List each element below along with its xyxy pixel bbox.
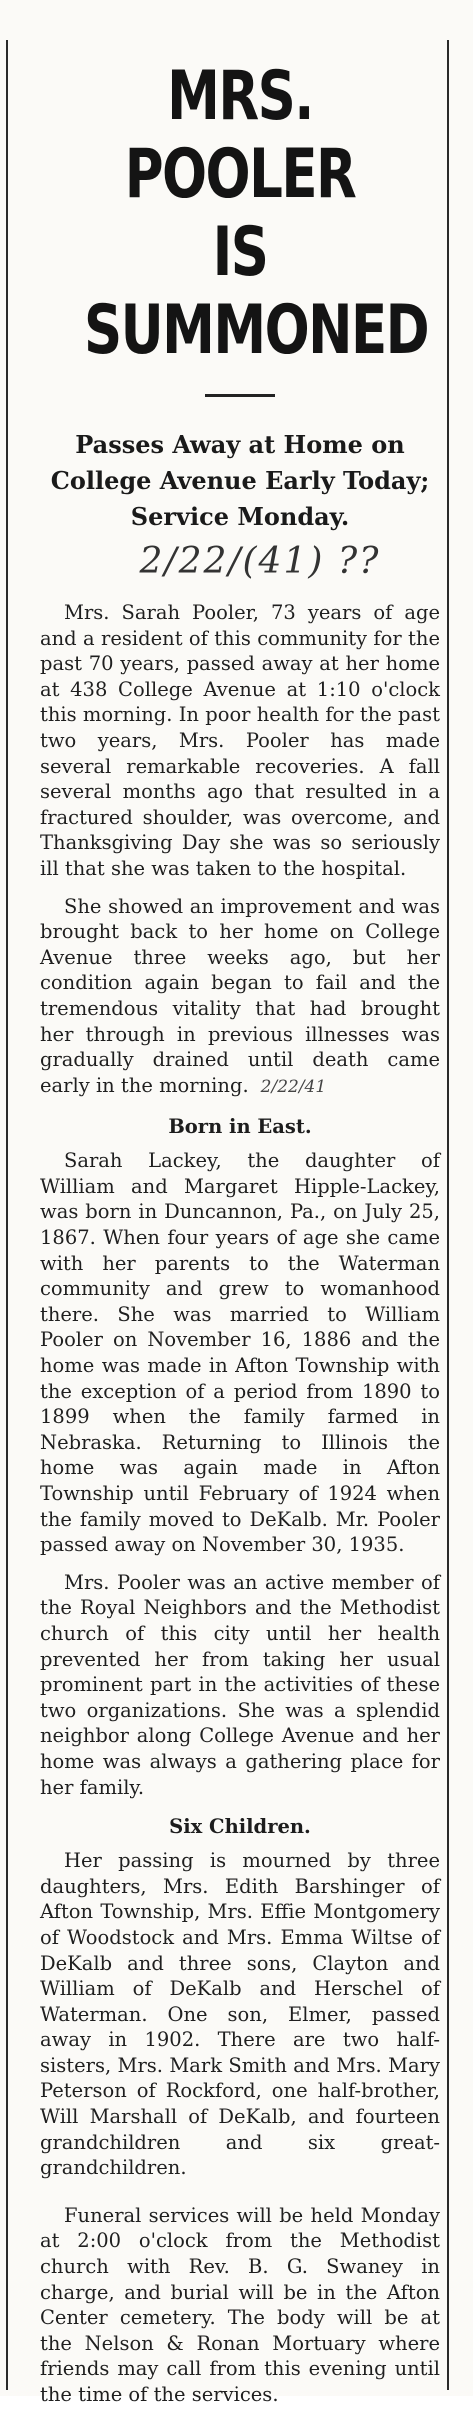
headline-divider (205, 394, 275, 397)
body-paragraph: Sarah Lackey, the daughter of William and Margaret Hipple-Lackey, was born in Duncannon, Pa., on July 25, 1867. When four years of age she came with her parents to the Waterman community and grew to womanhood there. She was married to William Pooler on November 16, 1886 and the home was made in Afton Township with the exception of a period from 1890 to 1899 when the family farmed in Nebraska. Returning to Illinois the home was again made in Afton Township until February of 1924 when the family moved to DeKalb. Mr. Pooler passed away on November 30, 1935. (40, 1149, 440, 1557)
headline (84, 57, 429, 370)
headline-line-2: IS SUMMONED (84, 213, 429, 370)
headline-line-1: MRS. POOLER (124, 57, 356, 214)
body-paragraph-text: She showed an improvement and was brought back to her home on College Avenue three weeks ago, but her condition again began to fail and the tremendous vitality that had brought her through in previous illnesses was gradually drained until death came early in the morning. (40, 894, 440, 1097)
handwritten-date-note: 2/22/(41) ?? (139, 541, 381, 582)
body-paragraph: Her passing is mourned by three daughters, Mrs. Edith Barshinger of Afton Township, Mrs. Effie Montgomery of Woodstock and Mrs. Emma Wiltse of DeKalb and three sons, Clayton and William of DeKalb and Herschel of Waterman. One son, Elmer, passed away in 1902. There are two half-sisters, Mrs. Mark Smith and Mrs. Mary Peterson of Rockford, one half-brother, Will Marshall of DeKalb, and fourteen grandchildren and six great-grandchildren. (40, 1849, 440, 2180)
deck-headline: Passes Away at Home on College Avenue Early Today; Service Monday. (50, 430, 430, 531)
body-paragraph: Funeral services will be held Monday at 2:00 o'clock from the Methodist church with Rev. B. G. Swaney in charge, and burial will be in the Afton Center cemetery. The body will be at the Nelson & Ronan Mortuary where friends may call from this evening until the time of the services. (40, 2203, 440, 2406)
body-paragraph: Mrs. Sarah Pooler, 73 years of age and a resident of this community for the past 70 years, passed away at her home at 438 College Avenue at 1:10 o'clock this morning. In poor health for the past two years, Mrs. Pooler has made several remarkable recoveries. A fall several months ago that resulted in a fractured shoulder, was overcome, and Thanksgiving Day she was so seriously ill that she was taken to the hospital. (40, 601, 440, 880)
section-heading-six-children: Six Children. (169, 1815, 311, 1839)
section-heading-born-in-east: Born in East. (168, 1115, 312, 1139)
inline-handwritten-date: 2/22/41 (260, 1076, 327, 1097)
column-rule-right (447, 40, 449, 2390)
body-paragraph: Mrs. Pooler was an active member of the Royal Neighbors and the Methodist church of this city until her health prevented her from taking her usual prominent part in the activities of these two organizations. She was a splendid neighbor along College Avenue and her home was always a gathering place for her family. (40, 1570, 440, 1799)
body-paragraph (40, 894, 440, 1101)
column-rule-left (6, 40, 8, 2390)
article-column (40, 0, 440, 2420)
